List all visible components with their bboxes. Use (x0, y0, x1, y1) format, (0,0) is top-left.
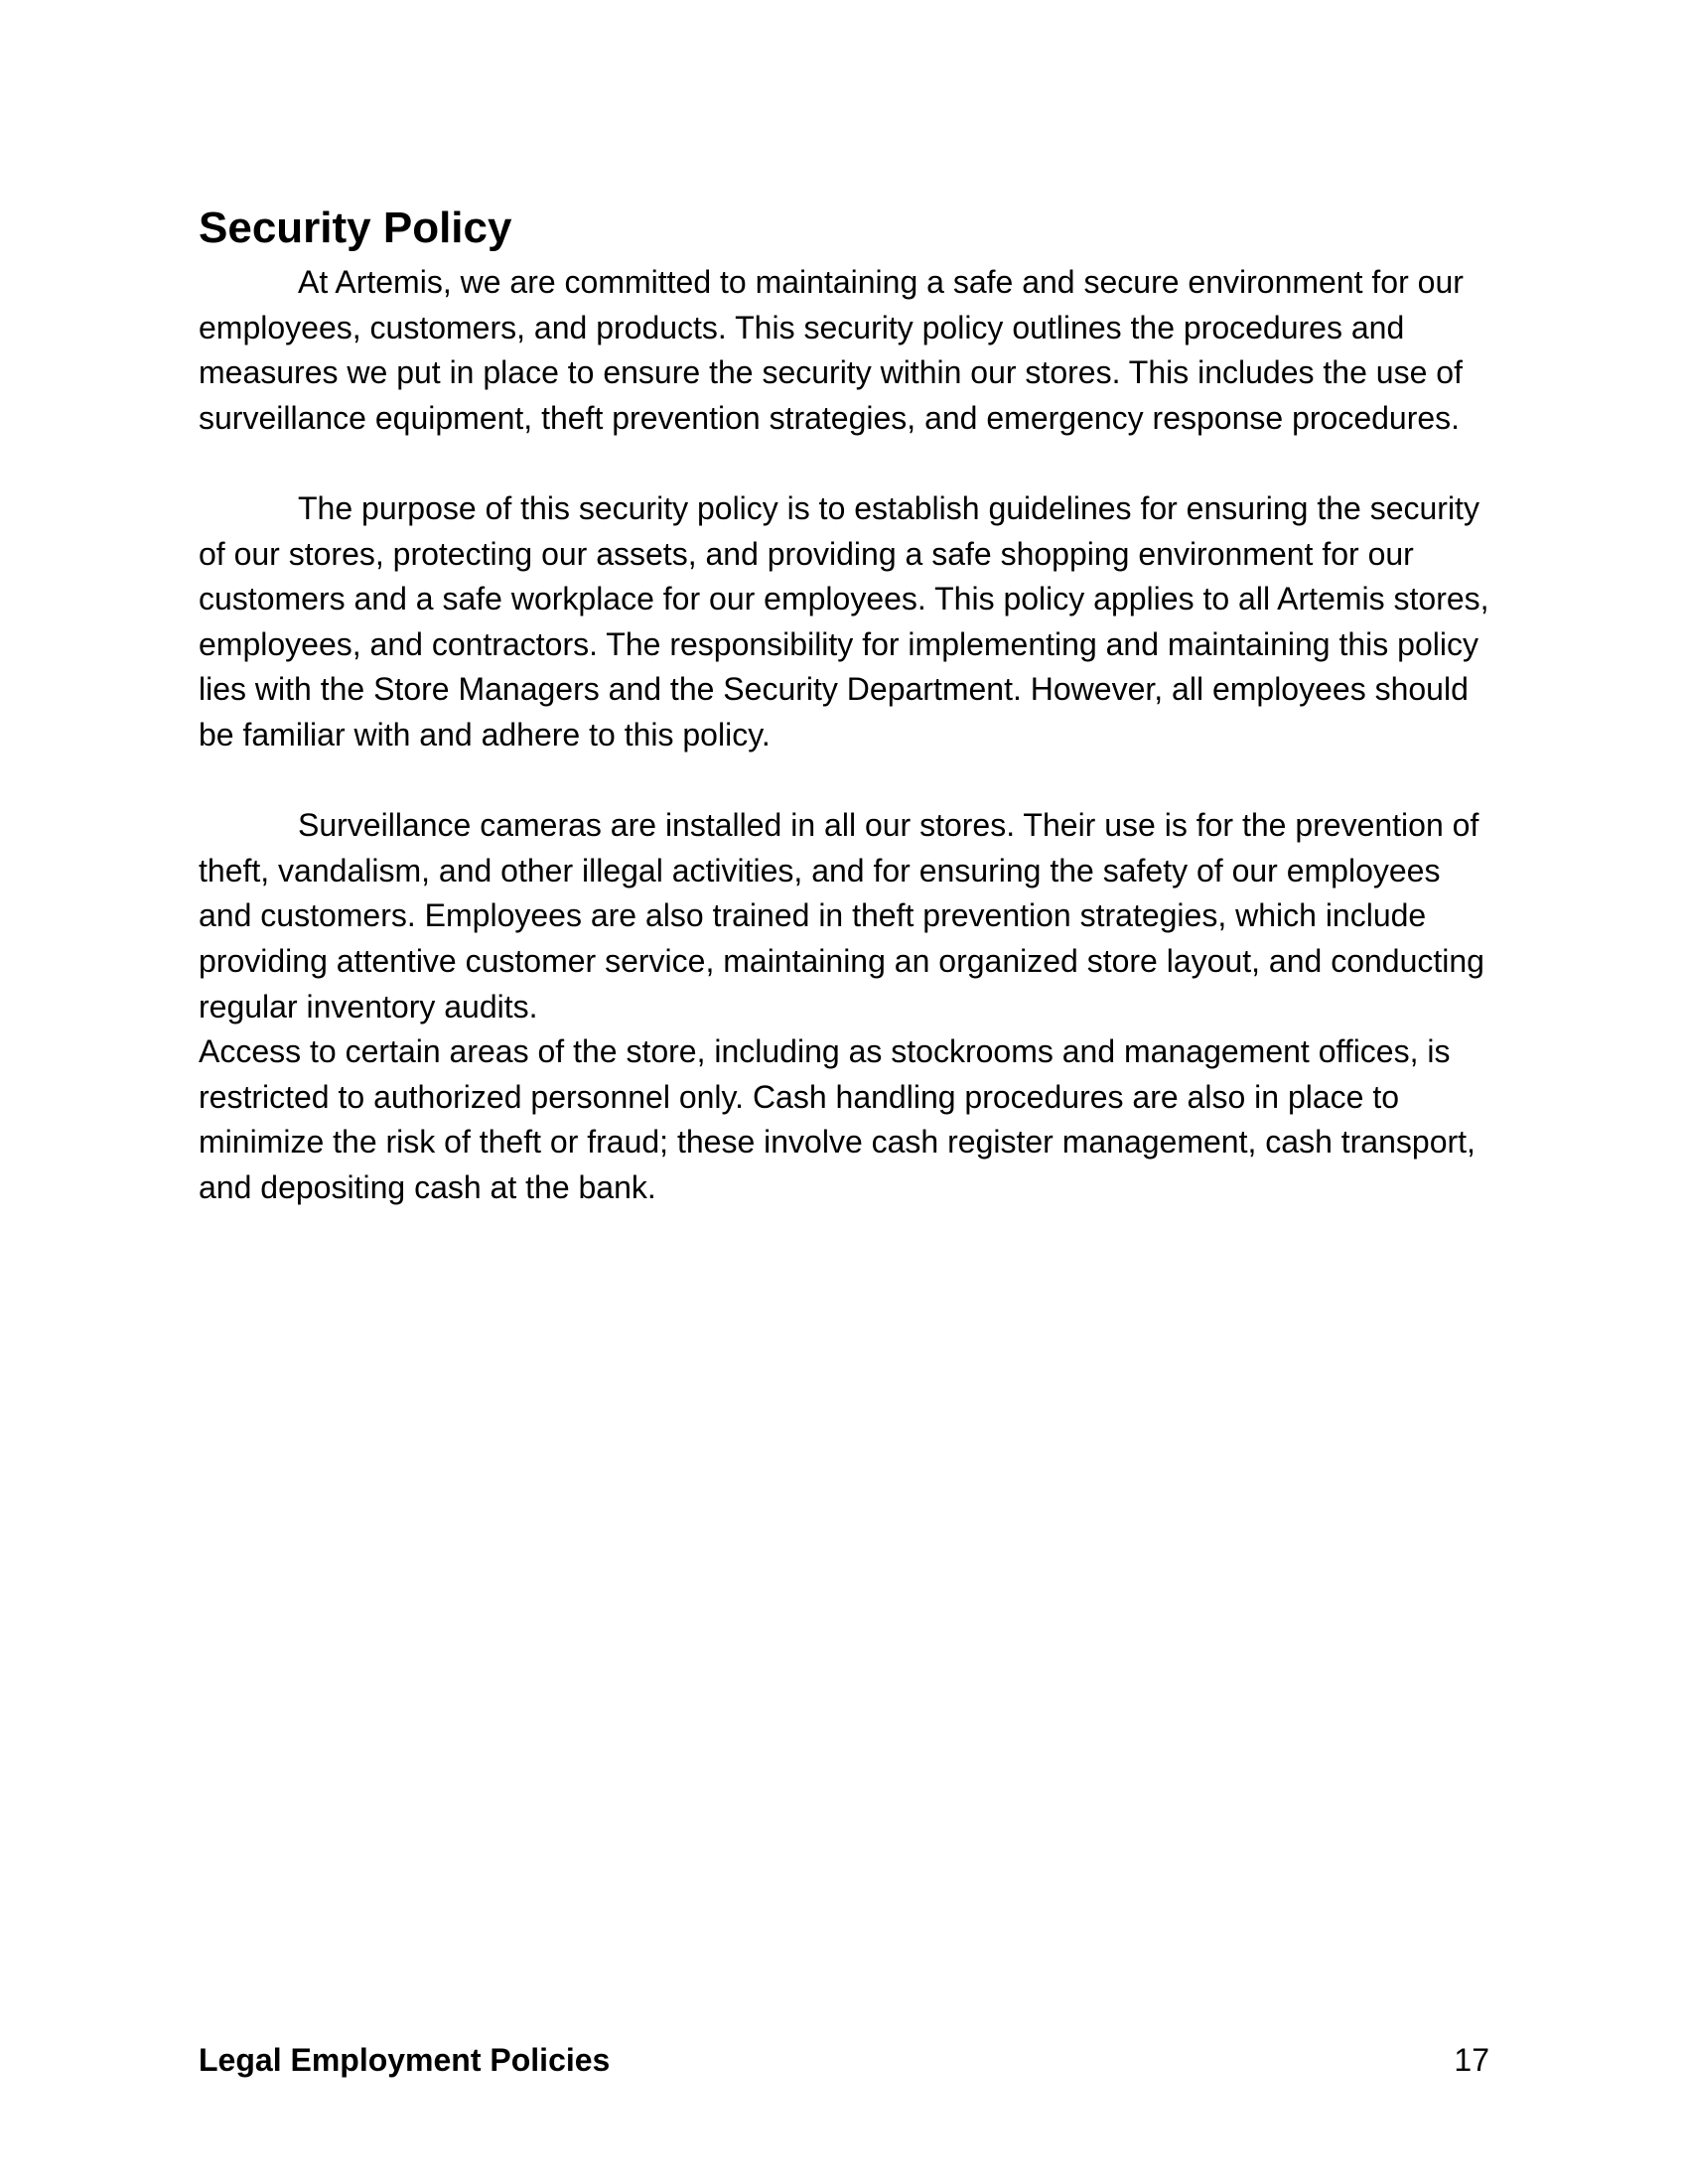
footer-section-title: Legal Employment Policies (199, 2042, 611, 2078)
paragraph-spacer (199, 758, 1489, 804)
paragraph-spacer (199, 441, 1489, 486)
paragraph-access: Access to certain areas of the store, including as stockrooms and management offices, is restricted to authorized personnel only. Cash handling procedures are also in place to minimize the risk of theft or fraud; these involve cash register management, cash transport, and depositing cash at the bank. (199, 1033, 1476, 1205)
paragraph-surveillance: Surveillance cameras are installed in all our stores. Their use is for the prevention of theft, vandalism, and other illegal activities, and for ensuring the safety of our employees and customers. Employees are also trained in theft prevention strategies, which include providing attentive customer service, maintaining an organized store layout, and conducting regular inventory audits. (199, 807, 1484, 1024)
page-content (199, 199, 1489, 1210)
paragraph-purpose: The purpose of this security policy is to establish guidelines for ensuring the security of our stores, protecting our assets, and providing a safe shopping environment for our customers and a safe workplace for our employees. This policy applies to all Artemis stores, employees, and contractors. The responsibility for implementing and maintaining this policy lies with the Store Managers and the Security Department. However, all employees should be familiar with and adhere to this policy. (199, 489, 1489, 752)
footer-page-number: 17 (1454, 2042, 1489, 2078)
page-title: Security Policy (199, 204, 512, 252)
paragraph-intro: At Artemis, we are committed to maintaining a safe and secure environment for our employees, customers, and products. This security policy outlines the procedures and measures we put in place to ensure the security within our stores. This includes the use of surveillance equipment, theft prevention strategies, and emergency response procedures. (199, 264, 1464, 436)
